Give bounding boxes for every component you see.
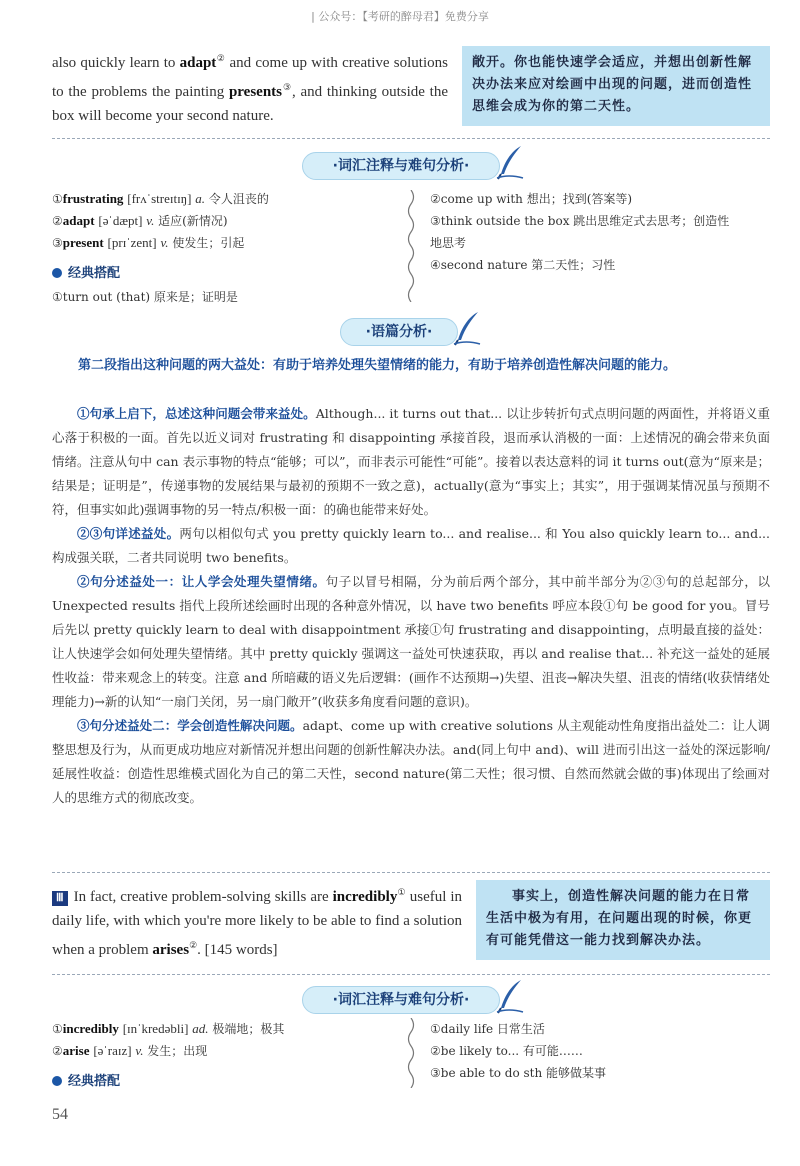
header-note: | 公众号：【考研的醉母君】免费分享	[311, 10, 489, 23]
analysis-paragraph: ①句承上启下，总述这种问题会带来益处。Although... it turns out that... 以让步转折句式点明问题的两面性，并将语义重心落于积极的一面。首先以近义词对 frustrating 和 disappointing 承接首段，退而承认消极的一面：上述情况的确会带来负面情绪。注意从句中 can 表示事物的特点“能够；可以”，而非表示可能性“可能”。接着以表达意料的词 it turns out(意为“原来是；结果是；证明是”，传递事物的发展结果与最初的预期不一致之意)，actually(意为“事实上；其实”，用于强调某情况虽与预期不符，但事实如此)强调事物的另一特点/积极一面：的确也能带来好处。	[52, 406, 770, 517]
quill-icon	[495, 144, 525, 180]
keyword-incredibly: incredibly	[332, 889, 398, 905]
wavy-divider	[405, 190, 417, 302]
divider	[52, 974, 770, 975]
vocab-item: ②arise [əˈraɪz] v. 发生；出现	[52, 1043, 208, 1058]
keyword-arises: arises	[152, 942, 190, 958]
text-fragment: also quickly learn to	[52, 55, 180, 71]
vocab-item: ①frustrating [frʌˈstreɪtɪŋ] a. 令人沮丧的	[52, 191, 269, 206]
quill-icon	[495, 978, 525, 1014]
keyword-presents: presents	[228, 84, 282, 100]
vocab-item: ③think outside the box 跳出思维定式去思考；创造性	[430, 214, 730, 228]
vocab-item: ③present [prɪˈzent] v. 使发生；引起	[52, 235, 245, 250]
collocation-item: ①turn out (that) 原来是；证明是	[52, 290, 238, 304]
divider	[52, 872, 770, 873]
vocab-item: ②be likely to... 有可能……	[430, 1044, 583, 1058]
vocab-list-left-2	[52, 1018, 392, 1062]
top-translation-box	[462, 46, 770, 126]
text-fragment: , and thinking outside the box will become your second nature.	[52, 84, 448, 124]
page-number: 54	[52, 1106, 68, 1123]
vocab-list-left-1	[52, 188, 392, 254]
bullet-icon	[52, 1076, 62, 1086]
analysis-paragraph: ②③句详述益处。两句以相似句式 you pretty quickly learn to... and realise... 和 You also quickly learn to... and... 构成强关联，二者共同说明 two benefits。	[52, 526, 770, 565]
analysis-lead: 第二段指出这种问题的两大益处：有助于培养处理失望情绪的能力，有助于培养创造性解决问题的能力。	[78, 358, 677, 373]
vocab-item: ①incredibly [ɪnˈkredəbli] ad. 极端地；极其	[52, 1021, 285, 1036]
section-title-analysis: ·语篇分析·	[340, 318, 458, 346]
wavy-divider	[405, 1018, 417, 1088]
paragraph-number-badge: Ⅲ	[52, 891, 68, 906]
vocab-item: ②adapt [əˈdæpt] v. 适应(新情况)	[52, 213, 228, 228]
bullet-icon	[52, 268, 62, 278]
vocab-item: ④second nature 第二天性；习性	[430, 258, 616, 272]
vocab-item: ①daily life 日常生活	[430, 1022, 545, 1036]
vocab-list-right-1	[430, 188, 775, 276]
footnote-mark: ②	[216, 53, 226, 63]
analysis-body	[52, 402, 770, 810]
vocab-item: 地思考	[430, 236, 467, 250]
divider	[52, 138, 770, 139]
vocab-item: ②come up with 想出；找到(答案等)	[430, 192, 633, 206]
collocation-heading: 经典搭配	[52, 1070, 120, 1089]
vocab-list-right-2	[430, 1018, 775, 1084]
paragraph-three-translation: 事实上，创造性解决问题的能力在日常生活中极为有用，在问题出现的时候，你更有可能凭借这一能力找到解决办法。	[476, 880, 770, 960]
top-english-paragraph	[52, 46, 448, 128]
vocab-item: ③be able to do sth 能够做某事	[430, 1066, 607, 1080]
collocation-heading: 经典搭配	[52, 262, 120, 281]
keyword-adapt: adapt	[179, 55, 217, 71]
section-title-vocab: ·词汇注释与难句分析·	[302, 152, 500, 180]
footnote-mark: ③	[282, 82, 293, 92]
analysis-paragraph: ②句分述益处一：让人学会处理失望情绪。句子以冒号相隔，分为前后两个部分，其中前半部分为②③句的总起部分，以 Unexpected results 指代上段所述绘画时出现的各种意外情况，以 have two benefits 呼应本段①句 be good for you。冒号后先以 pretty quickly learn to deal with disappointment 承接①句 frustrating and disappointing，点明最直接的益处：让人快速学会如何处理失望情绪。其中 pretty quickly 强调这一益处可快速获取，再以 and realise that... 补充这一益处的延展性收益：带来观念上的转变。注意 and 所暗藏的语义先后逻辑：(画作不达预期→)失望、沮丧→解决失望、沮丧的情绪(收获情绪处理能力)→新的认知“一扇门关闭，另一扇门敞开”(收获多角度看问题的意识)。	[52, 574, 770, 709]
section-title-vocab: ·词汇注释与难句分析·	[302, 986, 500, 1014]
analysis-paragraph: ③句分述益处二：学会创造性解决问题。adapt、come up with creative solutions 从主观能动性角度指出益处二：让人调整思想及行为，从而更成功地应对新情况并想出问题的创新性解决办法。and(同上句中 and)、will 进而引出这一益处的深远影响/延展性收益：创造性思维模式固化为自己的第二天性，second nature(第二天性；很习惯、自然而然就会做的事)体现出了绘画对人的思维方式的彻底改变。	[52, 718, 770, 805]
translation-text: 敞开。你也能快速学会适应，并想出创新性解决办法来应对绘画中出现的问题，进而创造性思维会成为你的第二天性。	[472, 55, 753, 114]
quill-icon	[452, 310, 482, 346]
text-fragment: and come up with creative solutions to the problems the painting	[52, 55, 448, 100]
paragraph-three: Ⅲ In fact, creative problem-solving skills are incredibly① useful in daily life, with which you're more likely to be able to find a solution when a problem arises②. [145 words]	[52, 887, 463, 958]
